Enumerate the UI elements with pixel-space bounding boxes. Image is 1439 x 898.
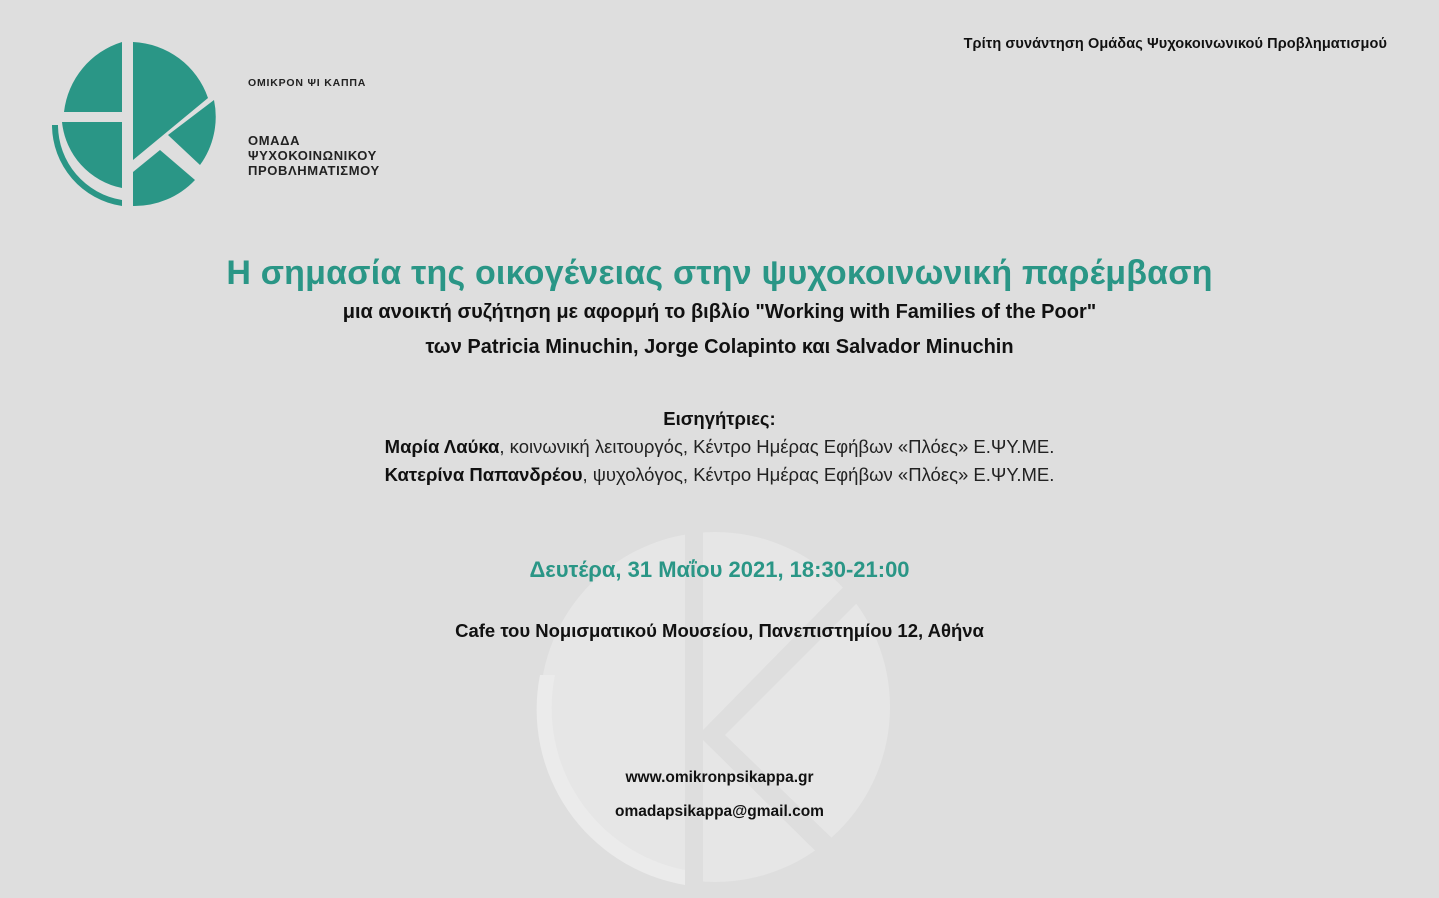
meeting-label: Τρίτη συνάντηση Ομάδας Ψυχοκοινωνικού Προβληματισμού <box>963 36 1387 52</box>
brand-name <box>248 133 380 178</box>
speaker-2 <box>0 464 1439 486</box>
brand-small-name: ΟΜΙΚΡΟΝ ΨΙ ΚΑΠΠΑ <box>248 77 367 89</box>
event-venue: Cafe του Νομισματικού Μουσείου, Πανεπιστημίου 12, Αθήνα <box>455 620 984 641</box>
event-date: Δευτέρα, 31 Μαΐου 2021, 18:30-21:00 <box>529 557 910 582</box>
event-subtitle-line-2: των Patricia Minuchin, Jorge Colapinto και Salvador Minuchin <box>425 336 1014 358</box>
speaker-1 <box>0 436 1439 458</box>
speaker-2-name: Κατερίνα Παπανδρέου <box>384 464 583 485</box>
omikron-psi-kappa-logo-icon <box>50 40 220 210</box>
event-title: Η σημασία της οικογένειας στην ψυχοκοινωνική παρέμβαση <box>226 254 1213 292</box>
speaker-2-role: , ψυχολόγος, Κέντρο Ημέρας Εφήβων «Πλόες» Ε.ΨΥ.ΜΕ. <box>582 464 1055 485</box>
email-link[interactable]: omadapsikappa@gmail.com <box>615 803 824 820</box>
website-link[interactable]: www.omikronpsikappa.gr <box>625 769 814 786</box>
brand-name-line-3: ΠΡΟΒΛΗΜΑΤΙΣΜΟΥ <box>248 163 380 178</box>
brand-name-line-1: ΟΜΑΔΑ <box>248 133 301 148</box>
brand-name-line-2: ΨΥΧΟΚΟΙΝΩΝΙΚΟΥ <box>248 148 377 163</box>
event-subtitle-line-1: μια ανοικτή συζήτηση με αφορμή το βιβλίο "Working with Families of the Poor" <box>342 301 1097 323</box>
speakers-heading: Εισηγήτριες: <box>663 408 776 429</box>
speaker-1-role: , κοινωνική λειτουργός, Κέντρο Ημέρας Εφήβων «Πλόες» Ε.ΨΥ.ΜΕ. <box>499 436 1055 457</box>
speaker-1-name: Μαρία Λαύκα <box>384 436 500 457</box>
